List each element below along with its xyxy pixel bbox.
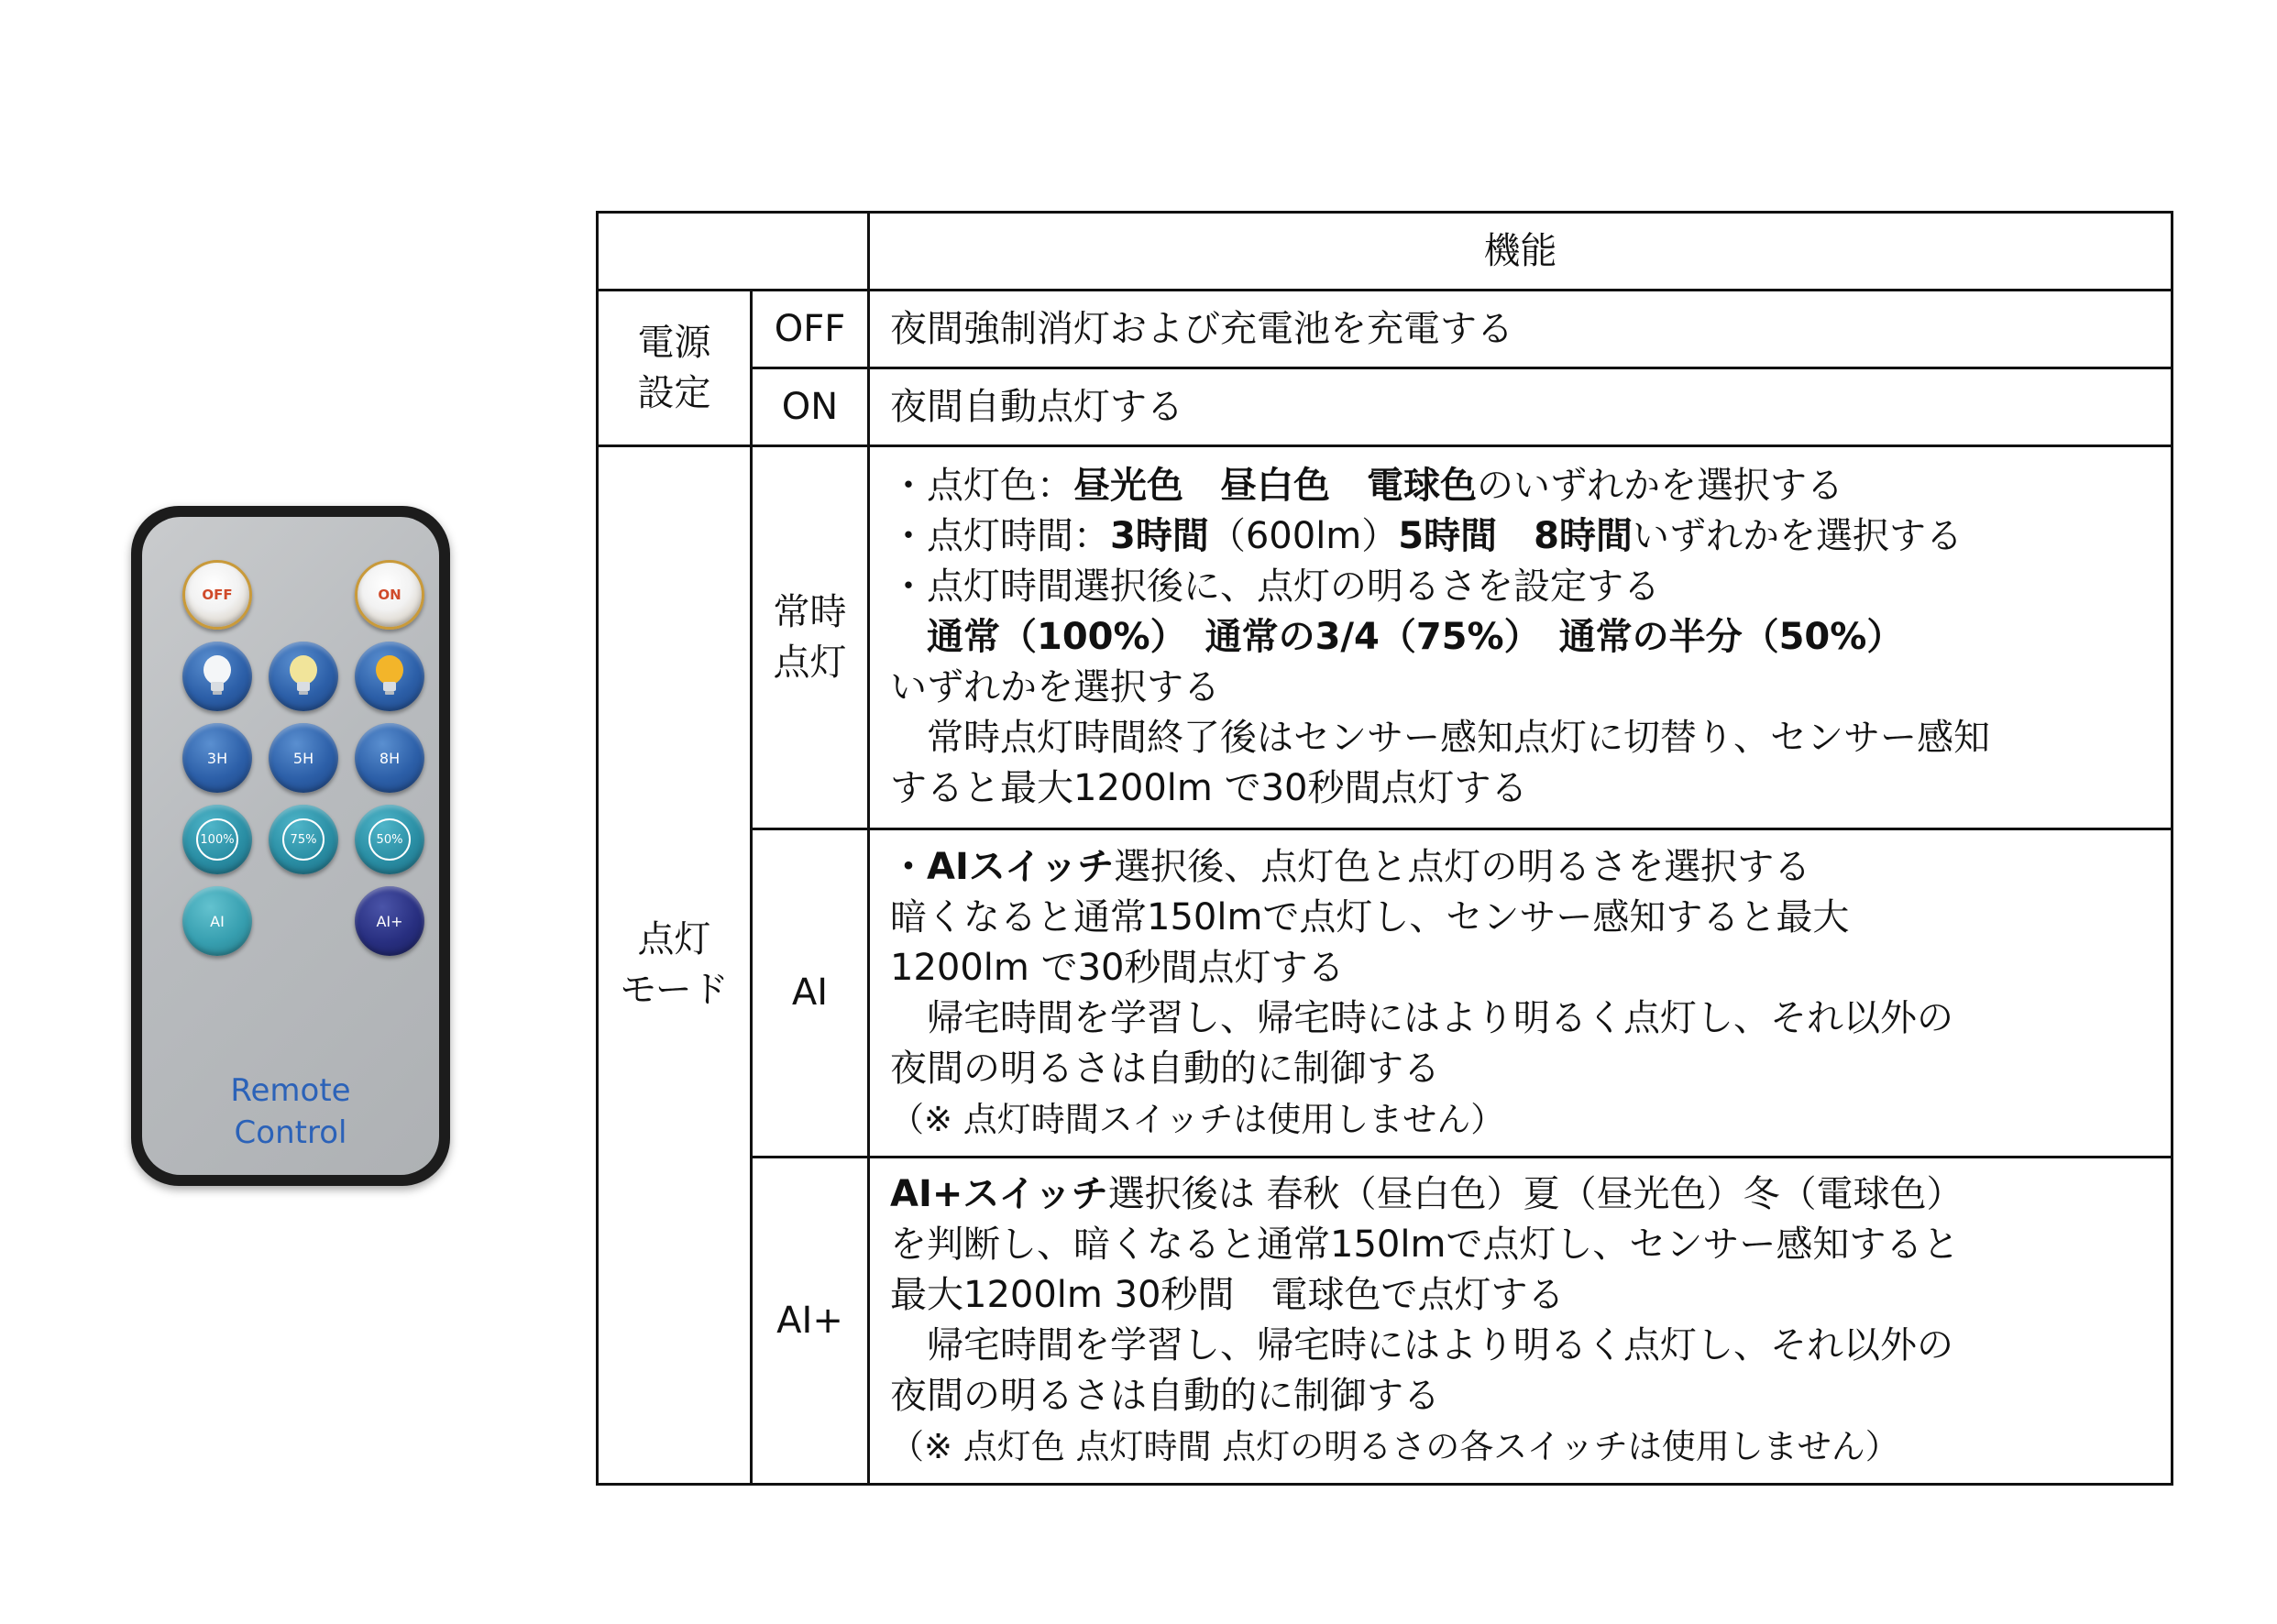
ai-plus-line-4: 帰宅時間を学習し、帰宅時にはより明るく点灯し、それ以外の [890,1324,1953,1366]
ai-line-4: 帰宅時間を学習し、帰宅時にはより明るく点灯し、それ以外の [890,996,1953,1039]
power-setting-label-line2: 設定 [637,371,711,414]
ai-label: AI [752,829,869,1158]
always-on-label-line2: 点灯 [773,641,847,684]
always-on-row [598,446,2172,829]
always-on-line-2a: ・点灯時間： [890,515,1110,557]
ai-plus-line-6: （※ 点灯色 点灯時間 点灯の明るさの各スイッチは使用しません） [890,1427,1899,1466]
always-on-line-1 [890,461,2162,511]
white-light-button[interactable] [269,642,338,711]
warm-bulb-icon [371,653,408,699]
ai-line-6: （※ 点灯時間スイッチは使用しません） [890,1099,1505,1139]
8h-button[interactable] [355,723,424,793]
5h-button[interactable] [269,723,338,793]
ai-plus-button-label: AI+ [376,912,403,930]
on-button[interactable] [355,560,424,630]
ai-plus-line-2: を判断し、暗くなると通常150lmで点灯し、センサー感知すると [890,1223,1960,1266]
always-on-line-4: 通常（100%） 通常の3/4（75%） 通常の半分（50%） [890,616,1904,658]
power-off-row [598,291,2172,368]
ai-plus-line-3: 最大1200lm 30秒間 電球色で点灯する [890,1274,1565,1316]
header-function: 機能 [869,213,2172,291]
3h-button[interactable] [182,723,252,793]
always-on-line-1a: ・点灯色： [890,465,1073,507]
ai-line-2: 暗くなると通常150lmで点灯し、センサー感知すると最大 [890,895,1850,938]
power-off-desc [869,291,2172,368]
ai-plus-row [598,1158,2172,1485]
on-button-label: ON [378,587,402,603]
always-on-line-2b: 3時間 [1110,515,1209,557]
always-on-line-7: すると最大1200lm で30秒間点灯する [890,767,1528,809]
ai-plus-line-5: 夜間の明るさは自動的に制御する [890,1375,1440,1417]
off-button[interactable] [182,560,252,630]
ai-button-label: AI [210,912,225,930]
always-on-line-2d: 5時間 8時間 [1398,515,1633,557]
header-row [598,213,2172,291]
always-on-line-3: ・点灯時間選択後に、点灯の明るさを設定する [890,565,1660,608]
ai-plus-desc [869,1158,2172,1485]
brightness-100-button[interactable] [182,805,252,874]
lighting-mode-label-line2: モード [620,969,729,1011]
ai-plus-line-1a: AI+スイッチ [890,1173,1108,1215]
ai-row [598,829,2172,1158]
power-on-row [598,368,2172,446]
5h-button-label: 5H [292,749,314,767]
brightness-50-button[interactable] [355,805,424,874]
always-on-line-2 [890,511,2162,562]
off-button-label: OFF [202,587,233,603]
power-on-desc [869,368,2172,446]
white-bulb-icon [285,653,322,699]
daylight-bulb-icon [199,653,236,699]
always-on-label [752,446,869,829]
power-off-label: OFF [752,291,869,368]
power-setting-label [598,291,752,446]
power-setting-label-line1: 電源 [637,321,711,364]
always-on-desc [869,446,2172,829]
always-on-line-1b: 昼光色 昼白色 電球色 [1073,465,1477,507]
ai-plus-button[interactable] [355,886,424,956]
power-on-desc-text: 夜間自動点灯する [890,385,1183,428]
function-table [596,211,2173,1486]
always-on-line-2e: いずれかを選択する [1632,515,1963,557]
ai-line-5: 夜間の明るさは自動的に制御する [890,1047,1440,1090]
lighting-mode-label [598,446,752,1485]
ai-line-3: 1200lm で30秒間点灯する [890,946,1345,989]
ai-plus-line-1b: 選択後は 春秋（昼白色）夏（昼光色）冬（電球色） [1107,1173,1964,1215]
remote-label-line2: Control [234,1114,347,1151]
ai-line-1a: ・AIスイッチ [890,845,1115,888]
power-off-desc-text: 夜間強制消灯および充電池を充電する [890,307,1513,350]
header-empty-cell [598,213,869,291]
remote-control [131,506,450,1186]
brightness-50-label: 50% [368,818,411,861]
3h-button-label: 3H [206,749,228,767]
lighting-mode-label-line1: 点灯 [637,918,711,960]
ai-desc [869,829,2172,1158]
ai-button[interactable] [182,886,252,956]
8h-button-label: 8H [379,749,401,767]
always-on-line-2c: （600lm） [1208,515,1399,557]
daylight-button[interactable] [182,642,252,711]
ai-line-1b: 選択後、点灯色と点灯の明るさを選択する [1114,845,1811,888]
ai-line-1 [890,842,2162,893]
remote-label-line1: Remote [230,1072,351,1109]
always-on-line-6: 常時点灯時間終了後はセンサー感知点灯に切替り、センサー感知 [890,717,1990,759]
brightness-75-label: 75% [282,818,324,861]
always-on-label-line1: 常時 [773,590,847,633]
ai-plus-label: AI+ [752,1158,869,1485]
brightness-75-button[interactable] [269,805,338,874]
always-on-line-1c: のいずれかを選択する [1477,465,1843,507]
always-on-line-5: いずれかを選択する [890,666,1220,708]
brightness-100-label: 100% [196,818,238,861]
remote-face [142,517,439,1175]
warm-light-button[interactable] [355,642,424,711]
ai-plus-line-1 [890,1169,2162,1220]
power-on-label: ON [752,368,869,446]
